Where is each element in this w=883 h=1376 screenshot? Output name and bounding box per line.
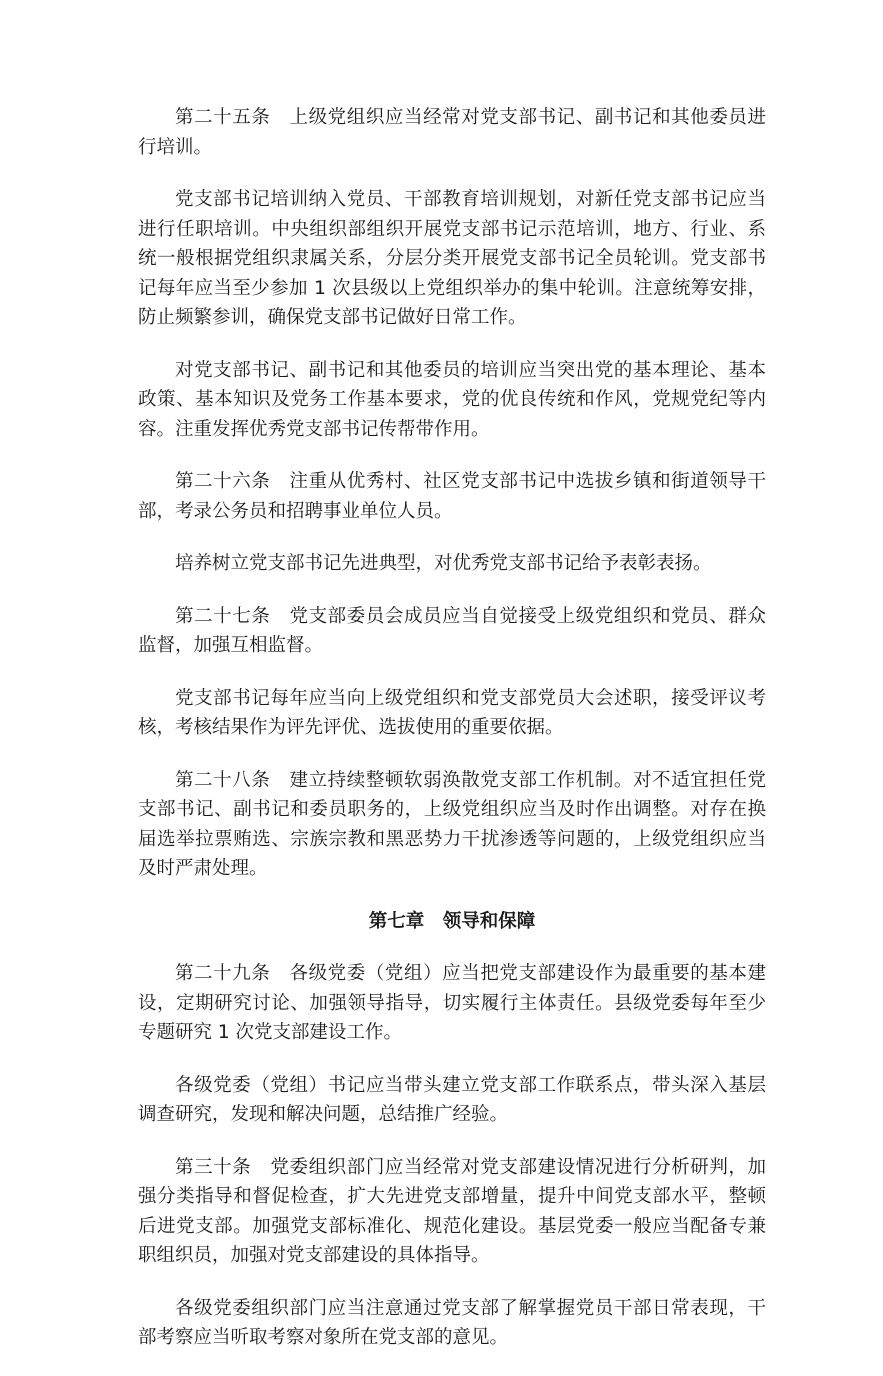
paragraph-role-models: 培养树立党支部书记先进典型，对优秀党支部书记给予表彰表扬。 (175, 553, 712, 574)
paragraph-cadre-evaluation: 各级党委组织部门应当注意通过党支部了解掌握党员干部日常表现，干部考察应当听取考察对象所在党支部的意见。 (138, 1297, 766, 1348)
paragraph-annual-report: 党支部书记每年应当向上级党组织和党支部党员大会述职，接受评议考核，考核结果作为评先评优、选拔使用的重要依据。 (138, 687, 766, 738)
chapter-heading: 第七章 领导和保障 (368, 910, 536, 932)
paragraph-article-29: 第二十九条 各级党委（党组）应当把党支部建设作为最重要的基本建设，定期研究讨论、加强领导指导，切实履行主体责任。县级党委每年至少专题研究 1 次党支部建设工作。 (138, 963, 766, 1043)
paragraph-contact-points: 各级党委（党组）书记应当带头建立党支部工作联系点，带头深入基层调查研究，发现和解决问题，总结推广经验。 (138, 1074, 766, 1125)
paragraph-training-content: 对党支部书记、副书记和其他委员的培训应当突出党的基本理论、基本政策、基本知识及党务工作基本要求，党的优良传统和作风，党规党纪等内容。注重发挥优秀党支部书记传帮带作用。 (138, 359, 766, 440)
paragraph-article-25: 第二十五条 上级党组织应当经常对党支部书记、副书记和其他委员进行培训。 (138, 107, 766, 158)
paragraph-article-28: 第二十八条 建立持续整顿软弱涣散党支部工作机制。对不适宜担任党支部书记、副书记和委员职务的，上级党组织应当及时作出调整。对存在换届选举拉票贿选、宗族宗教和黑恶势力干扰渗透等问题的，上级党组织应当及时严肃处理。 (138, 769, 766, 879)
paragraph-article-27: 第二十七条 党支部委员会成员应当自觉接受上级党组织和党员、群众监督，加强互相监督。 (138, 605, 766, 656)
paragraph-article-26: 第二十六条 注重从优秀村、社区党支部书记中选拔乡镇和街道领导干部，考录公务员和招聘事业单位人员。 (138, 471, 766, 522)
document-body (138, 103, 766, 1376)
paragraph-training-plan: 党支部书记培训纳入党员、干部教育培训规划，对新任党支部书记应当进行任职培训。中央组织部组织开展党支部书记示范培训，地方、行业、系统一般根据党组织隶属关系，分层分类开展党支部书记全员轮训。党支部书记每年应当至少参加 1 次县级以上党组织举办的集中轮训。注意统筹安排，防止频繁参训，确保党支部书记做好日常工作。 (138, 189, 766, 328)
paragraph-article-30: 第三十条 党委组织部门应当经常对党支部建设情况进行分析研判，加强分类指导和督促检查，扩大先进党支部增量，提升中间党支部水平，整顿后进党支部。加强党支部标准化、规范化建设。基层党委一般应当配备专兼职组织员，加强对党支部建设的具体指导。 (138, 1156, 766, 1266)
